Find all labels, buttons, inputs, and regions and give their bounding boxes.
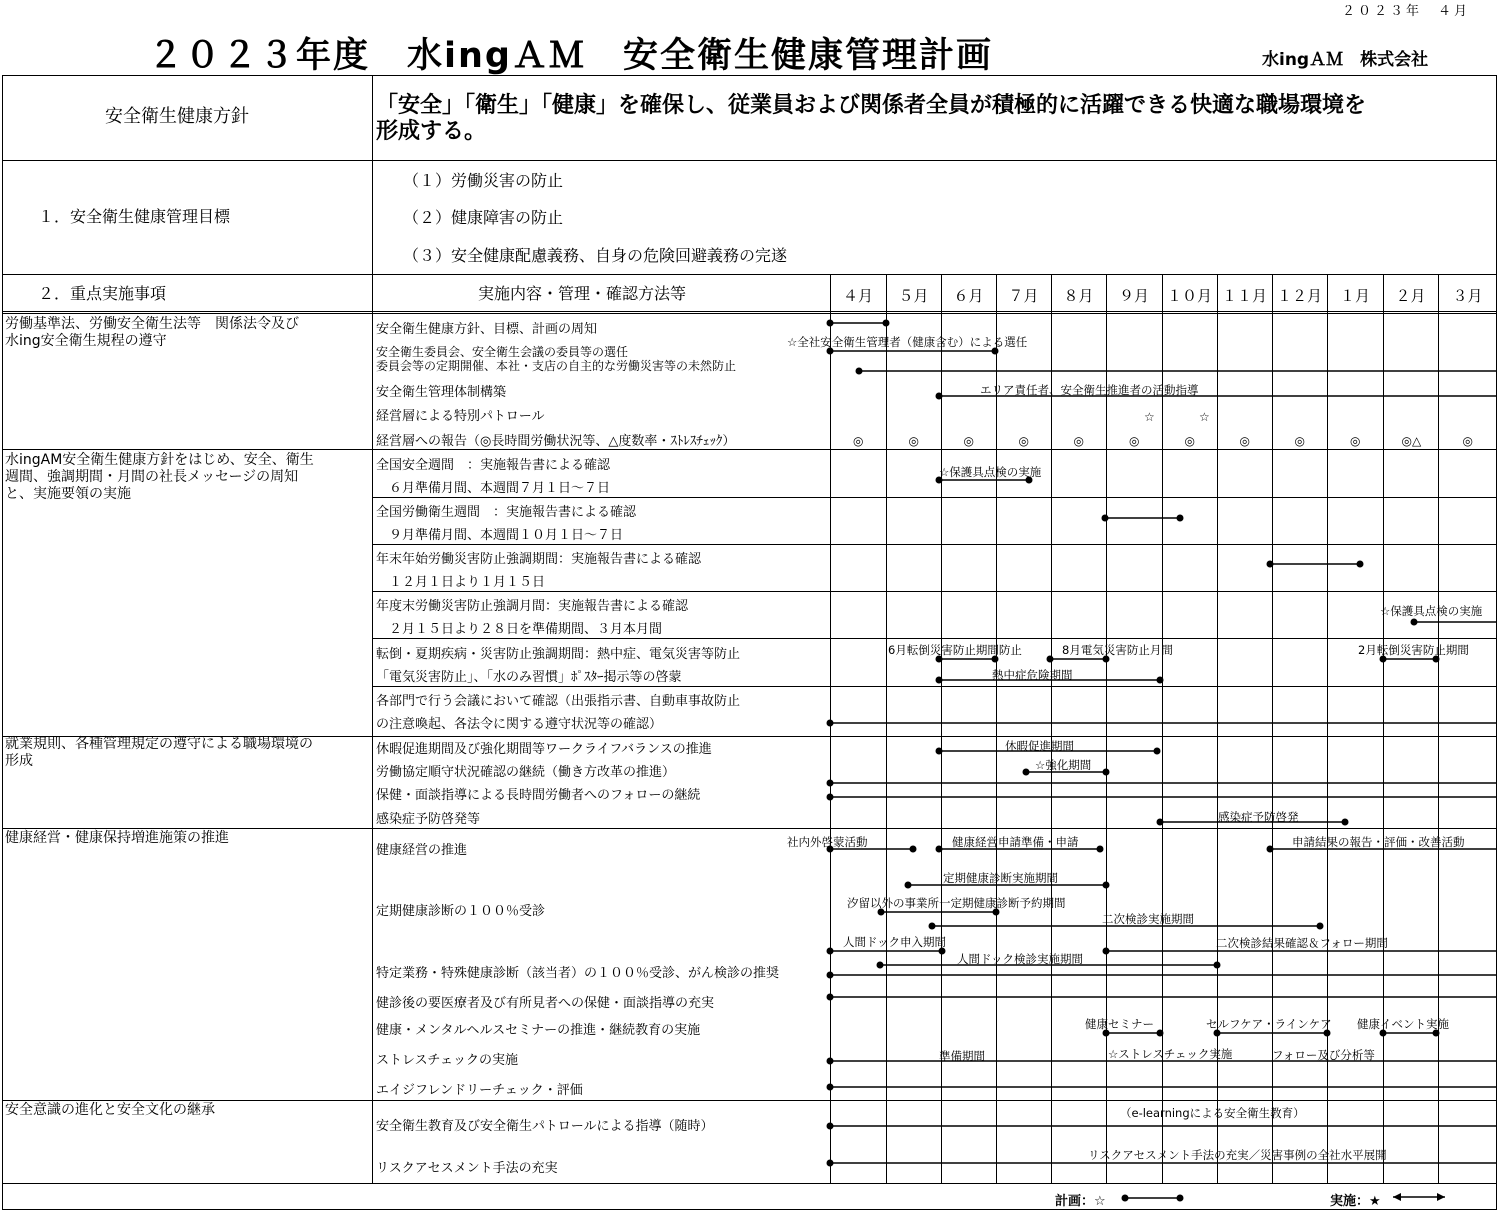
arrow-left-icon — [1393, 1193, 1401, 1201]
bar-endpoint — [936, 846, 943, 853]
item-text: ６月準備月間、本週間７月１日～７日 — [376, 481, 611, 496]
annotation-label: 健康経営申請準備・申請 — [952, 835, 1079, 849]
item-text: 労働協定順守状況確認の継続（働き方改革の推進） — [376, 765, 676, 780]
month-header: １１月 — [1221, 287, 1267, 305]
bar-endpoint — [936, 393, 943, 400]
company-name: 水ingＡＭ 株式会社 — [1262, 50, 1429, 70]
section-text: 水ingAM安全衛生健康方針をはじめ、安全、衛生 週間、強調期間・月間の社長メッセージの周知 と、実施要領の実施 — [5, 452, 314, 502]
bar-endpoint — [929, 923, 936, 930]
bar-endpoint — [1102, 515, 1109, 522]
item-text: ９月準備月間、本週間１０月１日～７日 — [376, 528, 624, 543]
bar-endpoint — [856, 368, 863, 375]
policy-text-line2: 形成する。 — [376, 119, 487, 144]
bar-endpoint — [1267, 561, 1274, 568]
bar-endpoint — [1157, 819, 1164, 826]
bar-endpoint — [1177, 1195, 1184, 1202]
item-text: 休暇促進期間及び強化期間等ワークライフバランスの推進 — [376, 742, 712, 757]
bar-endpoint — [827, 320, 834, 327]
bar-endpoint — [1357, 561, 1364, 568]
goal-item: （１）労働災害の防止 — [403, 171, 564, 190]
annotation-label: ☆ストレスチェック実施 — [1108, 1047, 1233, 1061]
month-header: ５月 — [898, 287, 929, 305]
bar-endpoint — [1214, 962, 1221, 969]
item-text: 健康経営の推進 — [376, 843, 468, 858]
annotation-label: フォロー及び分析等 — [1272, 1048, 1375, 1062]
item-text: 安全衛生委員会、安全衛生会議の委員等の選任 — [376, 345, 629, 359]
annotation-label: 2月転倒災害防止期間 — [1358, 643, 1469, 657]
report-mark: ◎ — [963, 434, 974, 448]
annotation-label: エリア責任者、安全衛生推進者の活動指導 — [980, 383, 1199, 397]
bar-endpoint — [827, 994, 834, 1001]
bar-endpoint — [905, 882, 912, 889]
bar-endpoint — [1177, 515, 1184, 522]
arrow-right-icon — [1437, 1193, 1445, 1201]
bar-endpoint — [910, 846, 917, 853]
bar-endpoint — [1154, 748, 1161, 755]
item-text: ２月１５日より２８日を準備期間、３月本月間 — [376, 622, 663, 637]
bar-endpoint — [1157, 1030, 1164, 1037]
item-text: の注意喚起、各法令に関する遵守状況等の確認） — [376, 717, 663, 732]
item-text: 年末年始労働災害防止強調期間：実施報告書による確認 — [376, 552, 702, 567]
bar-endpoint — [1122, 1195, 1129, 1202]
bar-endpoint — [827, 1084, 834, 1091]
bar-endpoint — [936, 677, 943, 684]
bar-endpoint — [1103, 948, 1110, 955]
bar-endpoint — [1103, 769, 1110, 776]
item-text: 転倒・夏期疾病・災害防止強調期間：熱中症、電気災害等防止 — [376, 647, 741, 662]
bar-endpoint — [827, 1160, 834, 1167]
item-text: 全国安全週間 ：実施報告書による確認 — [376, 458, 611, 473]
bar-endpoint — [1342, 819, 1349, 826]
annotation-label: 人間ドック検診実施期間 — [957, 952, 1084, 966]
policy-label: 安全衛生健康方針 — [105, 106, 249, 127]
report-mark: ◎△ — [1401, 434, 1422, 448]
section-text: 就業規則、各種管理規定の遵守による職場環境の 形成 — [5, 736, 313, 769]
month-header: ４月 — [842, 287, 873, 305]
report-mark: ◎ — [1350, 434, 1361, 448]
item-text: 経営層による特別パトロール — [376, 409, 545, 424]
bar-endpoint — [827, 1058, 834, 1065]
item-text: 感染症予防啓発等 — [376, 812, 481, 827]
month-header: ２月 — [1395, 287, 1426, 305]
report-mark: ◎ — [1462, 434, 1473, 448]
item-text: 年度末労働災害防止強調月間：実施報告書による確認 — [376, 599, 689, 614]
annotation-label: 熱中症危険期間 — [992, 668, 1073, 682]
bar-endpoint — [1047, 656, 1054, 663]
annotation-label: 6月転倒災害防止期間防止 — [888, 643, 1022, 657]
bar-endpoint — [827, 720, 834, 727]
bar-endpoint — [1023, 769, 1030, 776]
item-text: 安全衛生健康方針、目標、計画の周知 — [376, 322, 598, 337]
month-header: ３月 — [1452, 287, 1483, 305]
annotation-label: 健康セミナー — [1085, 1017, 1154, 1031]
item-text: 保健・面談指導による長時間労働者へのフォローの継続 — [376, 788, 701, 803]
annotation-label: ☆全社安全衛生管理者（健康含む）による選任 — [787, 335, 1028, 349]
col-header-method: 実施内容・管理・確認方法等 — [478, 284, 687, 303]
star-icon: ☆ — [1144, 410, 1155, 424]
annotation-label: 社内外啓蒙活動 — [787, 835, 868, 849]
bar-endpoint — [1267, 846, 1274, 853]
annotation-label: ☆保護具点検の実施 — [1380, 604, 1483, 618]
item-text: 特定業務・特殊健康診断（該当者）の１００％受診、がん検診の推奨 — [376, 966, 780, 981]
month-header: ９月 — [1118, 287, 1149, 305]
annotation-label: 二次検診結果確認＆フォロー期間 — [1216, 936, 1388, 950]
section-text: 安全意識の進化と安全文化の継承 — [5, 1102, 215, 1118]
annotation-label: 感染症予防啓発 — [1218, 810, 1299, 824]
bar-endpoint — [883, 320, 890, 327]
item-text: 健診後の要医療者及び有所見者への保健・面談指導の充実 — [376, 996, 715, 1011]
annotation-label: 定期健康診断実施期間 — [943, 871, 1058, 885]
report-mark: ◎ — [908, 434, 919, 448]
month-header: ８月 — [1063, 287, 1094, 305]
bar-endpoint — [1411, 619, 1418, 626]
item-text: 健康・メンタルヘルスセミナーの推進・継続教育の実施 — [376, 1023, 701, 1038]
annotation-label: （e-learningによる安全衛生教育） — [1120, 1106, 1305, 1120]
document-date: ２０２３年 ４月 — [1341, 4, 1470, 19]
bar-endpoint — [1157, 677, 1164, 684]
item-text: １２月１日より１月１５日 — [376, 575, 546, 590]
bar-endpoint — [827, 780, 834, 787]
report-mark: ◎ — [1294, 434, 1305, 448]
annotation-label: ☆強化期間 — [1035, 758, 1092, 772]
item-text: 定期健康診断の１００％受診 — [376, 904, 546, 919]
report-mark: ◎ — [853, 434, 864, 448]
goal-item: （２）健康障害の防止 — [403, 208, 564, 227]
bar-endpoint — [1317, 923, 1324, 930]
goal-item: （３）安全健康配慮義務、自身の危険回避義務の完遂 — [403, 246, 788, 265]
annotation-label: 準備期間 — [939, 1049, 985, 1063]
annotation-label: 申請結果の報告・評価・改善活動 — [1292, 835, 1465, 849]
item-text: 全国労働衛生週間 ：実施報告書による確認 — [376, 505, 637, 520]
legend-plan: 計画：☆ — [1055, 1194, 1106, 1209]
goals-label: １．安全衛生健康管理目標 — [38, 207, 231, 226]
annotation-label: 8月電気災害防止月間 — [1062, 643, 1173, 657]
annotation-label: リスクアセスメント手法の充実／災害事例の全社水平展開 — [1088, 1148, 1387, 1162]
item-text: ストレスチェックの実施 — [376, 1053, 518, 1068]
item-text: リスクアセスメント手法の充実 — [376, 1161, 558, 1176]
item-text: 委員会等の定期開催、本社・支店の自主的な労働災害等の未然防止 — [376, 359, 737, 373]
month-header: ６月 — [953, 287, 984, 305]
annotation-label: セルフケア・ラインケア — [1206, 1017, 1332, 1031]
bar-endpoint — [1097, 846, 1104, 853]
annotation-label: 汐留以外の事業所一定期健康診断予約期間 — [847, 896, 1066, 910]
bar-endpoint — [877, 962, 884, 969]
item-text: エイジフレンドリーチェック・評価 — [376, 1083, 583, 1098]
bar-endpoint — [936, 748, 943, 755]
bar-endpoint — [827, 948, 834, 955]
annotation-label: 人間ドック申入期間 — [843, 935, 947, 949]
section-text: 労働基準法、労働安全衛生法等 関係法令及び 水ing安全衛生規程の遵守 — [5, 316, 299, 349]
bar-endpoint — [1103, 882, 1110, 889]
report-mark: ◎ — [1129, 434, 1140, 448]
item-text: 各部門で行う会議において確認（出張指示書、自動車事故防止 — [376, 694, 741, 709]
col-header-priority: ２．重点実施事項 — [38, 284, 167, 303]
month-header: １０月 — [1166, 287, 1212, 305]
policy-text-line1: 「安全」「衛生」「健康」を確保し、従業員および関係者全員が積極的に活躍できる快適な職場環境を — [376, 93, 1367, 118]
item-text: 「電気災害防止」、「水のみ習慣」ﾎﾟｽﾀｰ掲示等の啓蒙 — [376, 670, 682, 685]
report-mark: ◎ — [1239, 434, 1250, 448]
month-header: １月 — [1339, 287, 1370, 305]
annotation-label: 休暇促進期間 — [1005, 739, 1074, 753]
item-text: 経営層への報告（◎長時間労働状況等、△度数率・ｽﾄﾚｽﾁｪｯｸ） — [376, 434, 736, 449]
bar-endpoint — [827, 1123, 834, 1130]
report-mark: ◎ — [1018, 434, 1029, 448]
section-text: 健康経営・健康保持増進施策の推進 — [5, 830, 229, 846]
legend-done: 実施：★ — [1330, 1194, 1381, 1209]
item-text: 安全衛生教育及び安全衛生パトロールによる指導（随時） — [376, 1119, 714, 1134]
annotation-label: ☆保護具点検の実施 — [939, 465, 1042, 479]
item-text: 安全衛生管理体制構築 — [376, 385, 507, 400]
annotation-label: 健康イベント実施 — [1357, 1017, 1449, 1031]
report-mark: ◎ — [1184, 434, 1195, 448]
document-title: ２０２３年度 水ingＡＭ 安全衛生健康管理計画 — [148, 36, 993, 76]
annotation-label: 二次検診実施期間 — [1102, 912, 1194, 926]
star-icon: ☆ — [1199, 410, 1210, 424]
report-mark: ◎ — [1073, 434, 1084, 448]
bar-endpoint — [827, 972, 834, 979]
month-header: １２月 — [1276, 287, 1322, 305]
bar-endpoint — [827, 794, 834, 801]
month-header: ７月 — [1008, 287, 1039, 305]
